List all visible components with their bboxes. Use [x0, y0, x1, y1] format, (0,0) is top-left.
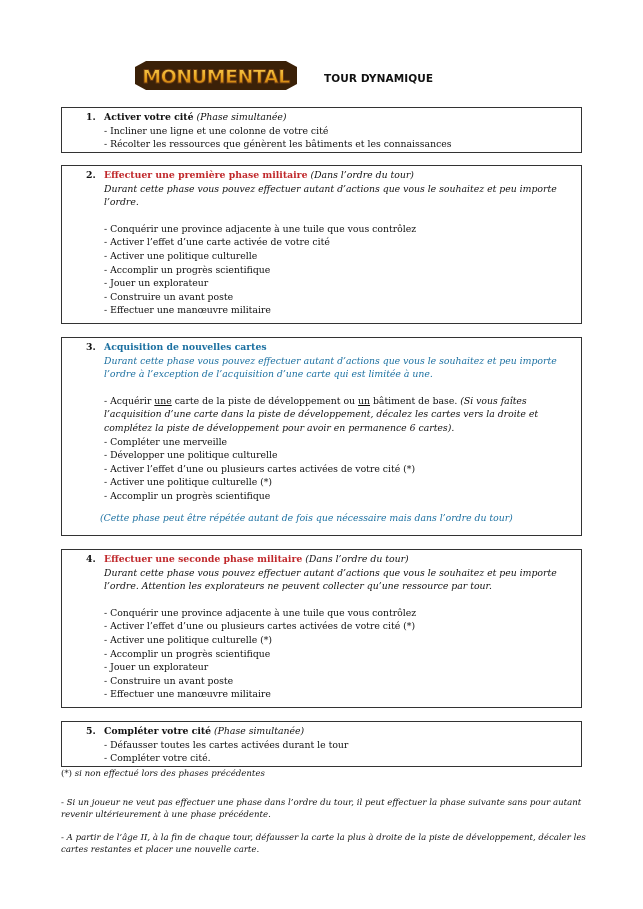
- acq-text: carte de la piste de développement ou: [171, 395, 359, 407]
- acq-underlined: un: [358, 395, 370, 407]
- acq-text: - Acquérir: [104, 395, 155, 407]
- section-1: [61, 107, 582, 153]
- list-item-acquisition: [104, 395, 571, 409]
- list-item: - Accomplir un progrès scientifique: [104, 264, 271, 276]
- section-5: [61, 721, 582, 767]
- list-item: - Conquérir une province adjacente à une tuile que vous contrôlez: [104, 223, 417, 235]
- list-item: - Incliner une ligne et une colonne de votre cité: [104, 125, 329, 137]
- action-list: [62, 395, 571, 504]
- list-item: - Activer une politique culturelle: [104, 250, 258, 262]
- list-item: - Accomplir un progrès scientifique: [104, 490, 271, 502]
- footnote: [61, 768, 586, 780]
- list-item: - Compléter votre cité.: [104, 753, 211, 765]
- section-phase-type: (Dans l’ordre du tour): [305, 554, 409, 565]
- logo-graphic: [132, 58, 300, 92]
- list-item: - Conquérir une province adjacente à une tuile que vous contrôlez: [104, 607, 417, 619]
- description-line: l’ordre. Attention les explorateurs ne peuvent collecter qu’une ressource par tour.: [104, 581, 492, 593]
- section-4: [61, 549, 582, 708]
- list-item: - Compléter une merveille: [104, 436, 228, 448]
- list-item: - Jouer un explorateur: [104, 278, 209, 290]
- section-title: Effectuer une première phase militaire: [104, 170, 308, 181]
- description-line: l’ordre.: [104, 197, 139, 209]
- section-number: 4.: [86, 554, 96, 565]
- list-item: - Accomplir un progrès scientifique: [104, 648, 271, 660]
- description-line: Durant cette phase vous pouvez effectuer autant d’actions que vous le souhaitez et peu importe: [104, 567, 557, 579]
- list-item: - Jouer un explorateur: [104, 662, 209, 674]
- acq-note-line: l’acquisition d’une carte dans la piste de développement, décalez les cartes vers la droite et: [104, 409, 539, 421]
- section-number: 1.: [86, 112, 96, 123]
- action-list: [62, 607, 571, 702]
- section-2: [61, 165, 582, 324]
- monumental-logo: [132, 58, 300, 92]
- section-title: Effectuer une seconde phase militaire: [104, 554, 303, 565]
- acq-text: bâtiment de base.: [370, 395, 461, 407]
- list-item: - Activer l’effet d’une ou plusieurs cartes activées de votre cité (*): [104, 463, 416, 475]
- description-line: Durant cette phase vous pouvez effectuer autant d’actions que vous le souhaitez et peu importe: [104, 183, 557, 195]
- section-description: [62, 183, 571, 210]
- acq-note-line: complétez la piste de développement pour avoir en permanence 6 cartes).: [104, 422, 455, 434]
- section-title: Acquisition de nouvelles cartes: [104, 342, 267, 353]
- section-description: [62, 567, 571, 594]
- action-list: [62, 739, 571, 766]
- list-item: - Construire un avant poste: [104, 291, 234, 303]
- section-description: [62, 355, 571, 382]
- list-item: - Récolter les ressources que génèrent les bâtiments et les connaissances: [104, 139, 452, 151]
- description-line: Durant cette phase vous pouvez effectuer autant d’actions que vous le souhaitez et peu importe: [104, 355, 557, 367]
- rule-note: - A partir de l’âge II, à la fin de chaque tour, défausser la carte la plus à droite de la piste de développement, décaler les cartes restantes et placer une nouvelle carte.: [61, 833, 586, 856]
- page-title: TOUR DYNAMIQUE: [324, 73, 434, 85]
- section-phase-type: (Phase simultanée): [214, 726, 305, 737]
- list-item: - Activer une politique culturelle (*): [104, 634, 273, 646]
- list-item: - Construire un avant poste: [104, 675, 234, 687]
- list-item: - Activer l’effet d’une carte activée de votre cité: [104, 237, 330, 249]
- section-3: [61, 337, 582, 536]
- section-phase-type: (Phase simultanée): [196, 112, 287, 123]
- section-number: 5.: [86, 726, 96, 737]
- section-title: Compléter votre cité: [104, 726, 212, 737]
- acq-note: (Si vous faîtes: [460, 395, 527, 407]
- list-item: - Effectuer une manœuvre militaire: [104, 305, 271, 317]
- list-item: - Activer une politique culturelle (*): [104, 477, 273, 489]
- repeat-note: (Cette phase peut être répétée autant de fois que nécessaire mais dans l’ordre du tour): [100, 512, 513, 524]
- action-list: [62, 125, 571, 152]
- action-list: [62, 223, 571, 318]
- section-phase-type: (Dans l’ordre du tour): [310, 170, 414, 181]
- section-number: 2.: [86, 170, 96, 181]
- section-number: 3.: [86, 342, 96, 353]
- rule-note: - Si un joueur ne veut pas effectuer une phase dans l’ordre du tour, il peut effectuer la phase suivante sans pour autant revenir ultérieurement à une phase précédente.: [61, 798, 582, 821]
- list-item: - Effectuer une manœuvre militaire: [104, 689, 271, 701]
- footnote-mark: (*): [61, 769, 73, 779]
- logo-text: MONUMENTAL: [142, 66, 290, 88]
- description-line: l’ordre à l’exception de l’acquisition d’une carte qui est limitée à une.: [104, 369, 433, 381]
- list-item: - Activer l’effet d’une ou plusieurs cartes activées de votre cité (*): [104, 621, 416, 633]
- list-item: - Défausser toutes les cartes activées durant le tour: [104, 739, 349, 751]
- acq-underlined: une: [154, 395, 172, 407]
- footnote-text: si non effectué lors des phases précédentes: [72, 769, 265, 779]
- section-title: Activer votre cité: [104, 112, 194, 123]
- list-item: - Développer une politique culturelle: [104, 450, 278, 462]
